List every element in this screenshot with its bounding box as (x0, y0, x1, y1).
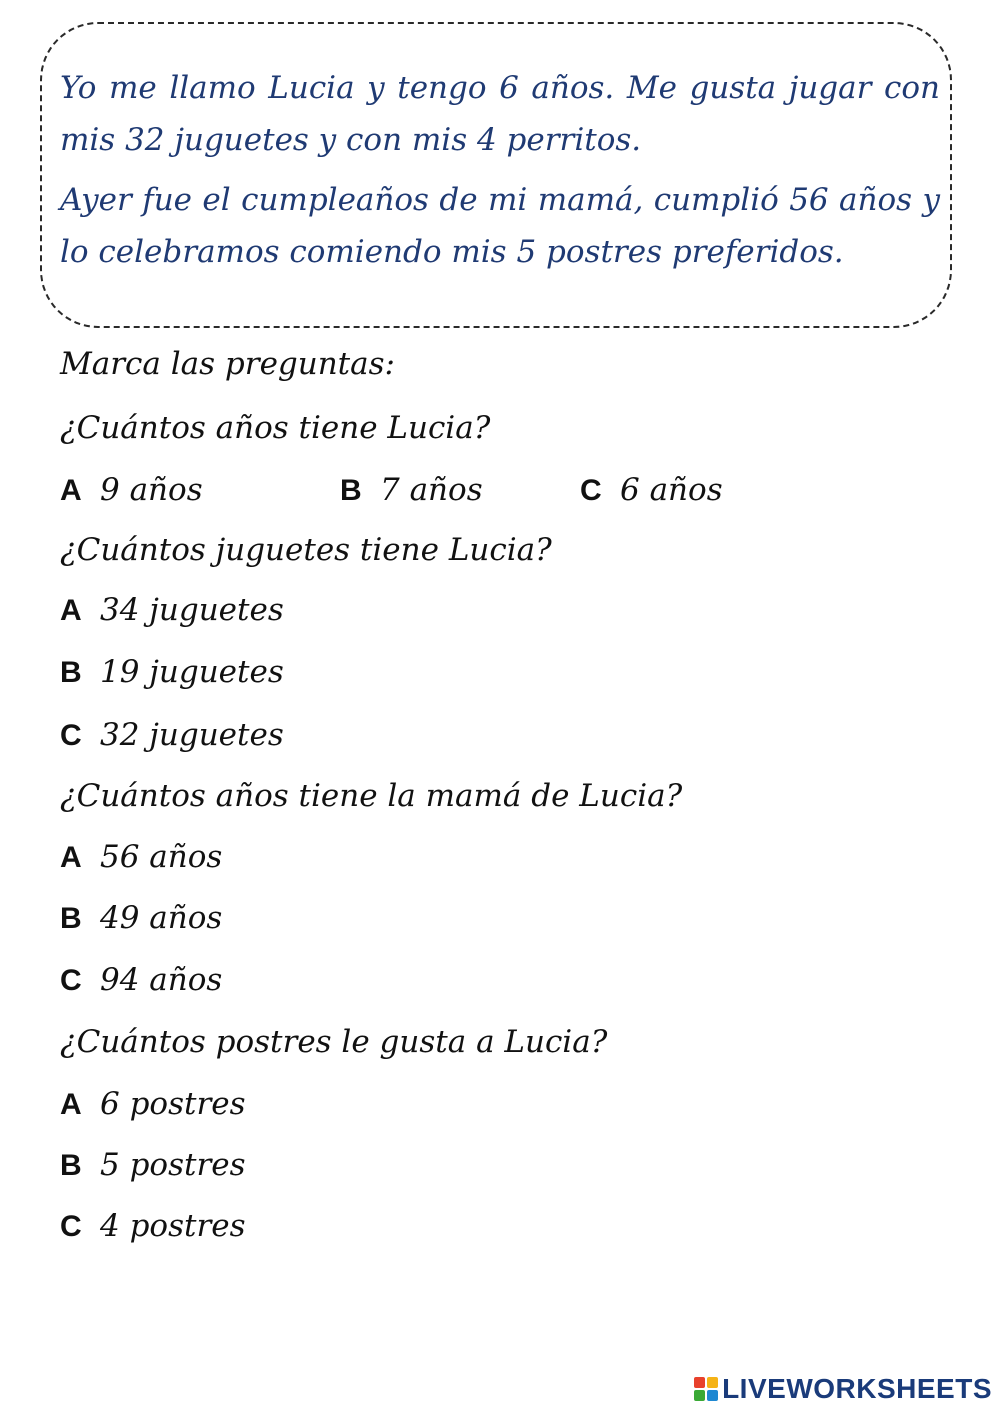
option-letter: A (60, 841, 82, 874)
option-text: 49 años (100, 900, 223, 936)
option-text: 5 postres (100, 1147, 246, 1183)
option-text: 7 años (380, 472, 483, 508)
option-letter: A (60, 1088, 82, 1121)
q2-option-a[interactable] (60, 588, 284, 633)
q1-option-a[interactable] (60, 468, 203, 513)
question-2: ¿Cuántos juguetes tiene Lucia? (60, 532, 552, 568)
option-text: 94 años (100, 962, 223, 998)
option-letter: B (60, 1149, 82, 1182)
q4-option-b[interactable] (60, 1143, 246, 1188)
option-text: 32 juguetes (100, 717, 284, 753)
option-letter: C (580, 474, 602, 507)
story-paragraph-2: Ayer fue el cumpleaños de mi mamá, cumplió 56 años y lo celebramos comiendo mis 5 postres preferidos. (60, 182, 940, 270)
option-letter: C (60, 1210, 82, 1243)
option-letter: C (60, 719, 82, 752)
option-text: 6 postres (100, 1086, 246, 1122)
option-letter: A (60, 594, 82, 627)
q1-option-c[interactable] (580, 468, 723, 513)
q3-option-b[interactable] (60, 896, 222, 941)
question-3: ¿Cuántos años tiene la mamá de Lucia? (60, 778, 683, 814)
option-text: 4 postres (100, 1208, 246, 1244)
question-1: ¿Cuántos años tiene Lucia? (60, 410, 491, 446)
liveworksheets-logo (694, 1369, 992, 1409)
option-letter: B (340, 474, 362, 507)
story-paragraph-1: Yo me llamo Lucia y tengo 6 años. Me gusta jugar con mis 32 juguetes y con mis 4 perritos. (60, 70, 940, 158)
option-letter: C (60, 964, 82, 997)
q2-option-b[interactable] (60, 650, 284, 695)
q4-option-a[interactable] (60, 1082, 246, 1127)
option-text: 34 juguetes (100, 592, 284, 628)
option-letter: B (60, 656, 82, 689)
option-text: 56 años (100, 839, 223, 875)
brand-name: LIVEWORKSHEETS (722, 1373, 992, 1404)
option-text: 6 años (620, 472, 723, 508)
option-letter: B (60, 902, 82, 935)
q3-option-a[interactable] (60, 835, 222, 880)
q3-option-c[interactable] (60, 958, 222, 1003)
question-4: ¿Cuántos postres le gusta a Lucia? (60, 1024, 608, 1060)
q1-option-b[interactable] (340, 468, 483, 513)
option-text: 19 juguetes (100, 654, 284, 690)
q2-option-c[interactable] (60, 713, 284, 758)
q4-option-c[interactable] (60, 1204, 246, 1249)
liveworksheets-logo-icon (694, 1377, 718, 1401)
option-letter: A (60, 474, 82, 507)
option-text: 9 años (100, 472, 203, 508)
instruction: Marca las preguntas: (60, 346, 395, 382)
